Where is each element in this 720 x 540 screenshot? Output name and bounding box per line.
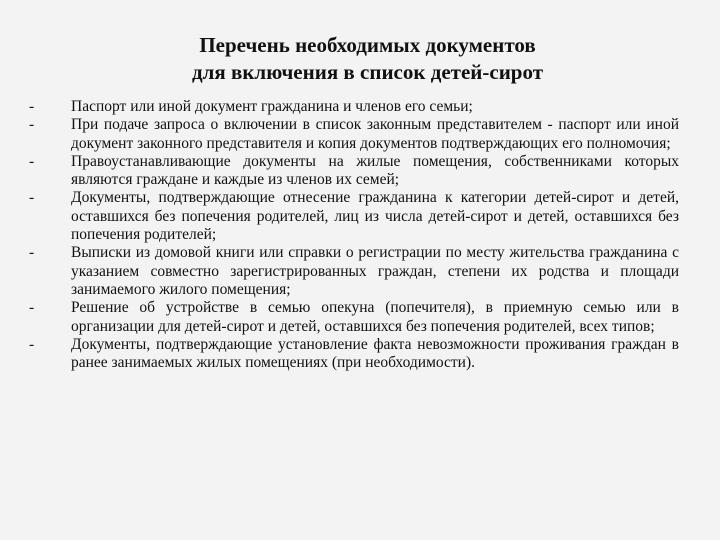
bullet-dash: - xyxy=(29,335,35,353)
title-line-2: для включения в список детей-сирот xyxy=(191,60,544,84)
list-item-text: Паспорт или иной документ гражданина и членов его семьи; xyxy=(71,98,473,115)
list-item xyxy=(29,336,679,373)
list-item-text: Правоустанавливающие документы на жилые помещения, собственниками которых являются граждане и каждые из членов их семей; xyxy=(71,152,679,189)
list-item-text: Решение об устройстве в семью опекуна (попечителя), в приемную семью или в организации для детей-сирот и детей, оставшихся без попечения родителей, всех типов; xyxy=(71,299,679,335)
list-item xyxy=(29,98,679,116)
list-item xyxy=(29,153,679,190)
bullet-dash: - xyxy=(29,244,35,262)
list-item-text: Выписки из домовой книги или справки о регистрации по месту жительства гражданина с указанием совместно зарегистрированных граждан, степени их родства и площади занимаемого жилого помещения; xyxy=(71,244,679,298)
document-list xyxy=(29,98,679,372)
list-item-text: Документы, подтверждающие установление факта невозможности проживания граждан в ранее занимаемых жилых помещениях (при необходимости). xyxy=(71,335,679,372)
list-item xyxy=(29,299,679,336)
bullet-dash: - xyxy=(29,189,35,207)
list-item xyxy=(29,244,679,299)
list-item xyxy=(29,189,679,244)
page-title xyxy=(100,32,635,86)
list-item-text: Документы, подтверждающие отнесение гражданина к категории детей-сирот и детей, оставшихся без попечения родителей, лиц из числа детей-сирот и детей, оставшихся без попечения родителей; xyxy=(71,189,679,244)
bullet-dash: - xyxy=(29,98,35,115)
list-item-text: При подаче запроса о включении в список законным представителем - паспорт или иной документ законного представителя и копия документов подтверждающих его полномочия; xyxy=(71,116,679,152)
bullet-dash: - xyxy=(29,152,35,170)
bullet-dash: - xyxy=(29,299,35,317)
bullet-dash: - xyxy=(29,116,35,134)
list-item xyxy=(29,116,679,153)
title-line-1: Перечень необходимых документов xyxy=(199,33,536,57)
